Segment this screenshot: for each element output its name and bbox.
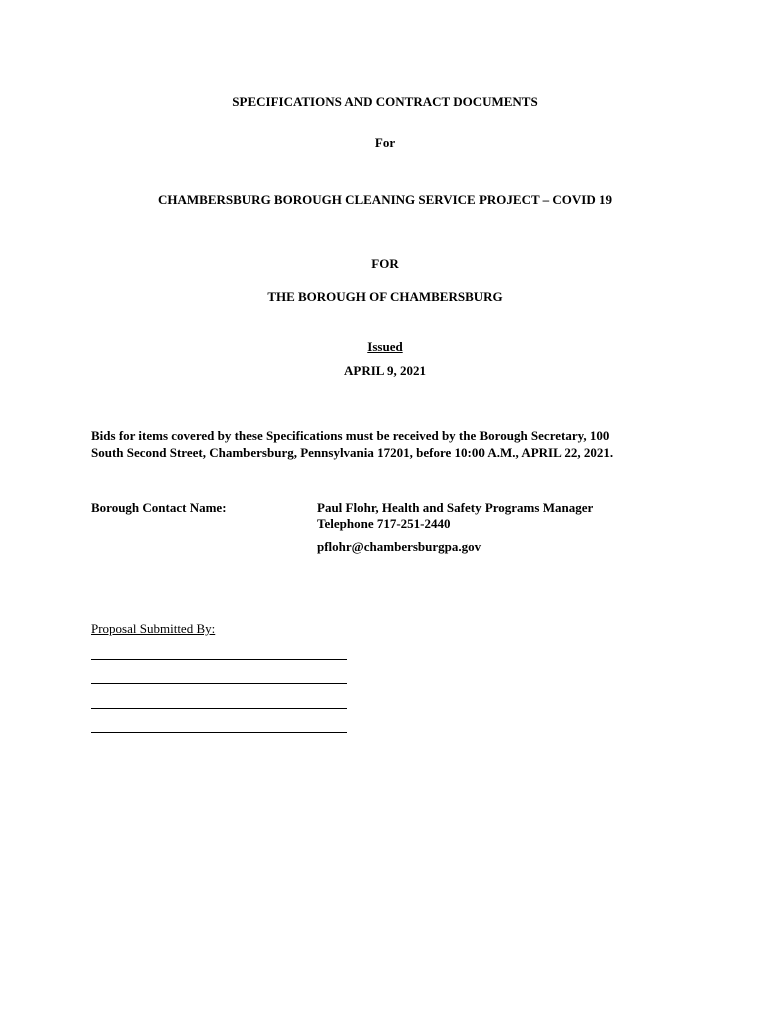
contact-phone: Telephone 717-251-2440 <box>317 516 451 531</box>
contact-info <box>317 500 593 555</box>
bids-line-2: South Second Street, Chambersburg, Pennsylvania 17201, before 10:00 A.M., APRIL 22, 2021. <box>91 445 614 460</box>
signature-line <box>91 708 347 709</box>
contact-name: Paul Flohr, Health and Safety Programs Manager <box>317 500 594 515</box>
borough-name: THE BOROUGH OF CHAMBERSBURG <box>267 289 503 304</box>
for-label-upper: FOR <box>371 256 399 271</box>
project-name: CHAMBERSBURG BOROUGH CLEANING SERVICE PROJECT – COVID 19 <box>158 192 612 207</box>
document-title: SPECIFICATIONS AND CONTRACT DOCUMENTS <box>232 94 538 109</box>
signature-line <box>91 659 347 660</box>
issued-label: Issued <box>367 339 403 354</box>
bids-line-1: Bids for items covered by these Specifications must be received by the Borough Secretary, 100 <box>91 428 610 443</box>
bids-paragraph <box>91 427 691 461</box>
for-label: For <box>374 135 396 150</box>
signature-line <box>91 732 347 733</box>
contact-email: pflohr@chambersburgpa.gov <box>317 539 482 554</box>
contact-label: Borough Contact Name: <box>91 500 227 515</box>
proposal-label: Proposal Submitted By: <box>91 621 216 636</box>
issued-date: APRIL 9, 2021 <box>344 363 426 378</box>
signature-line <box>91 683 347 684</box>
